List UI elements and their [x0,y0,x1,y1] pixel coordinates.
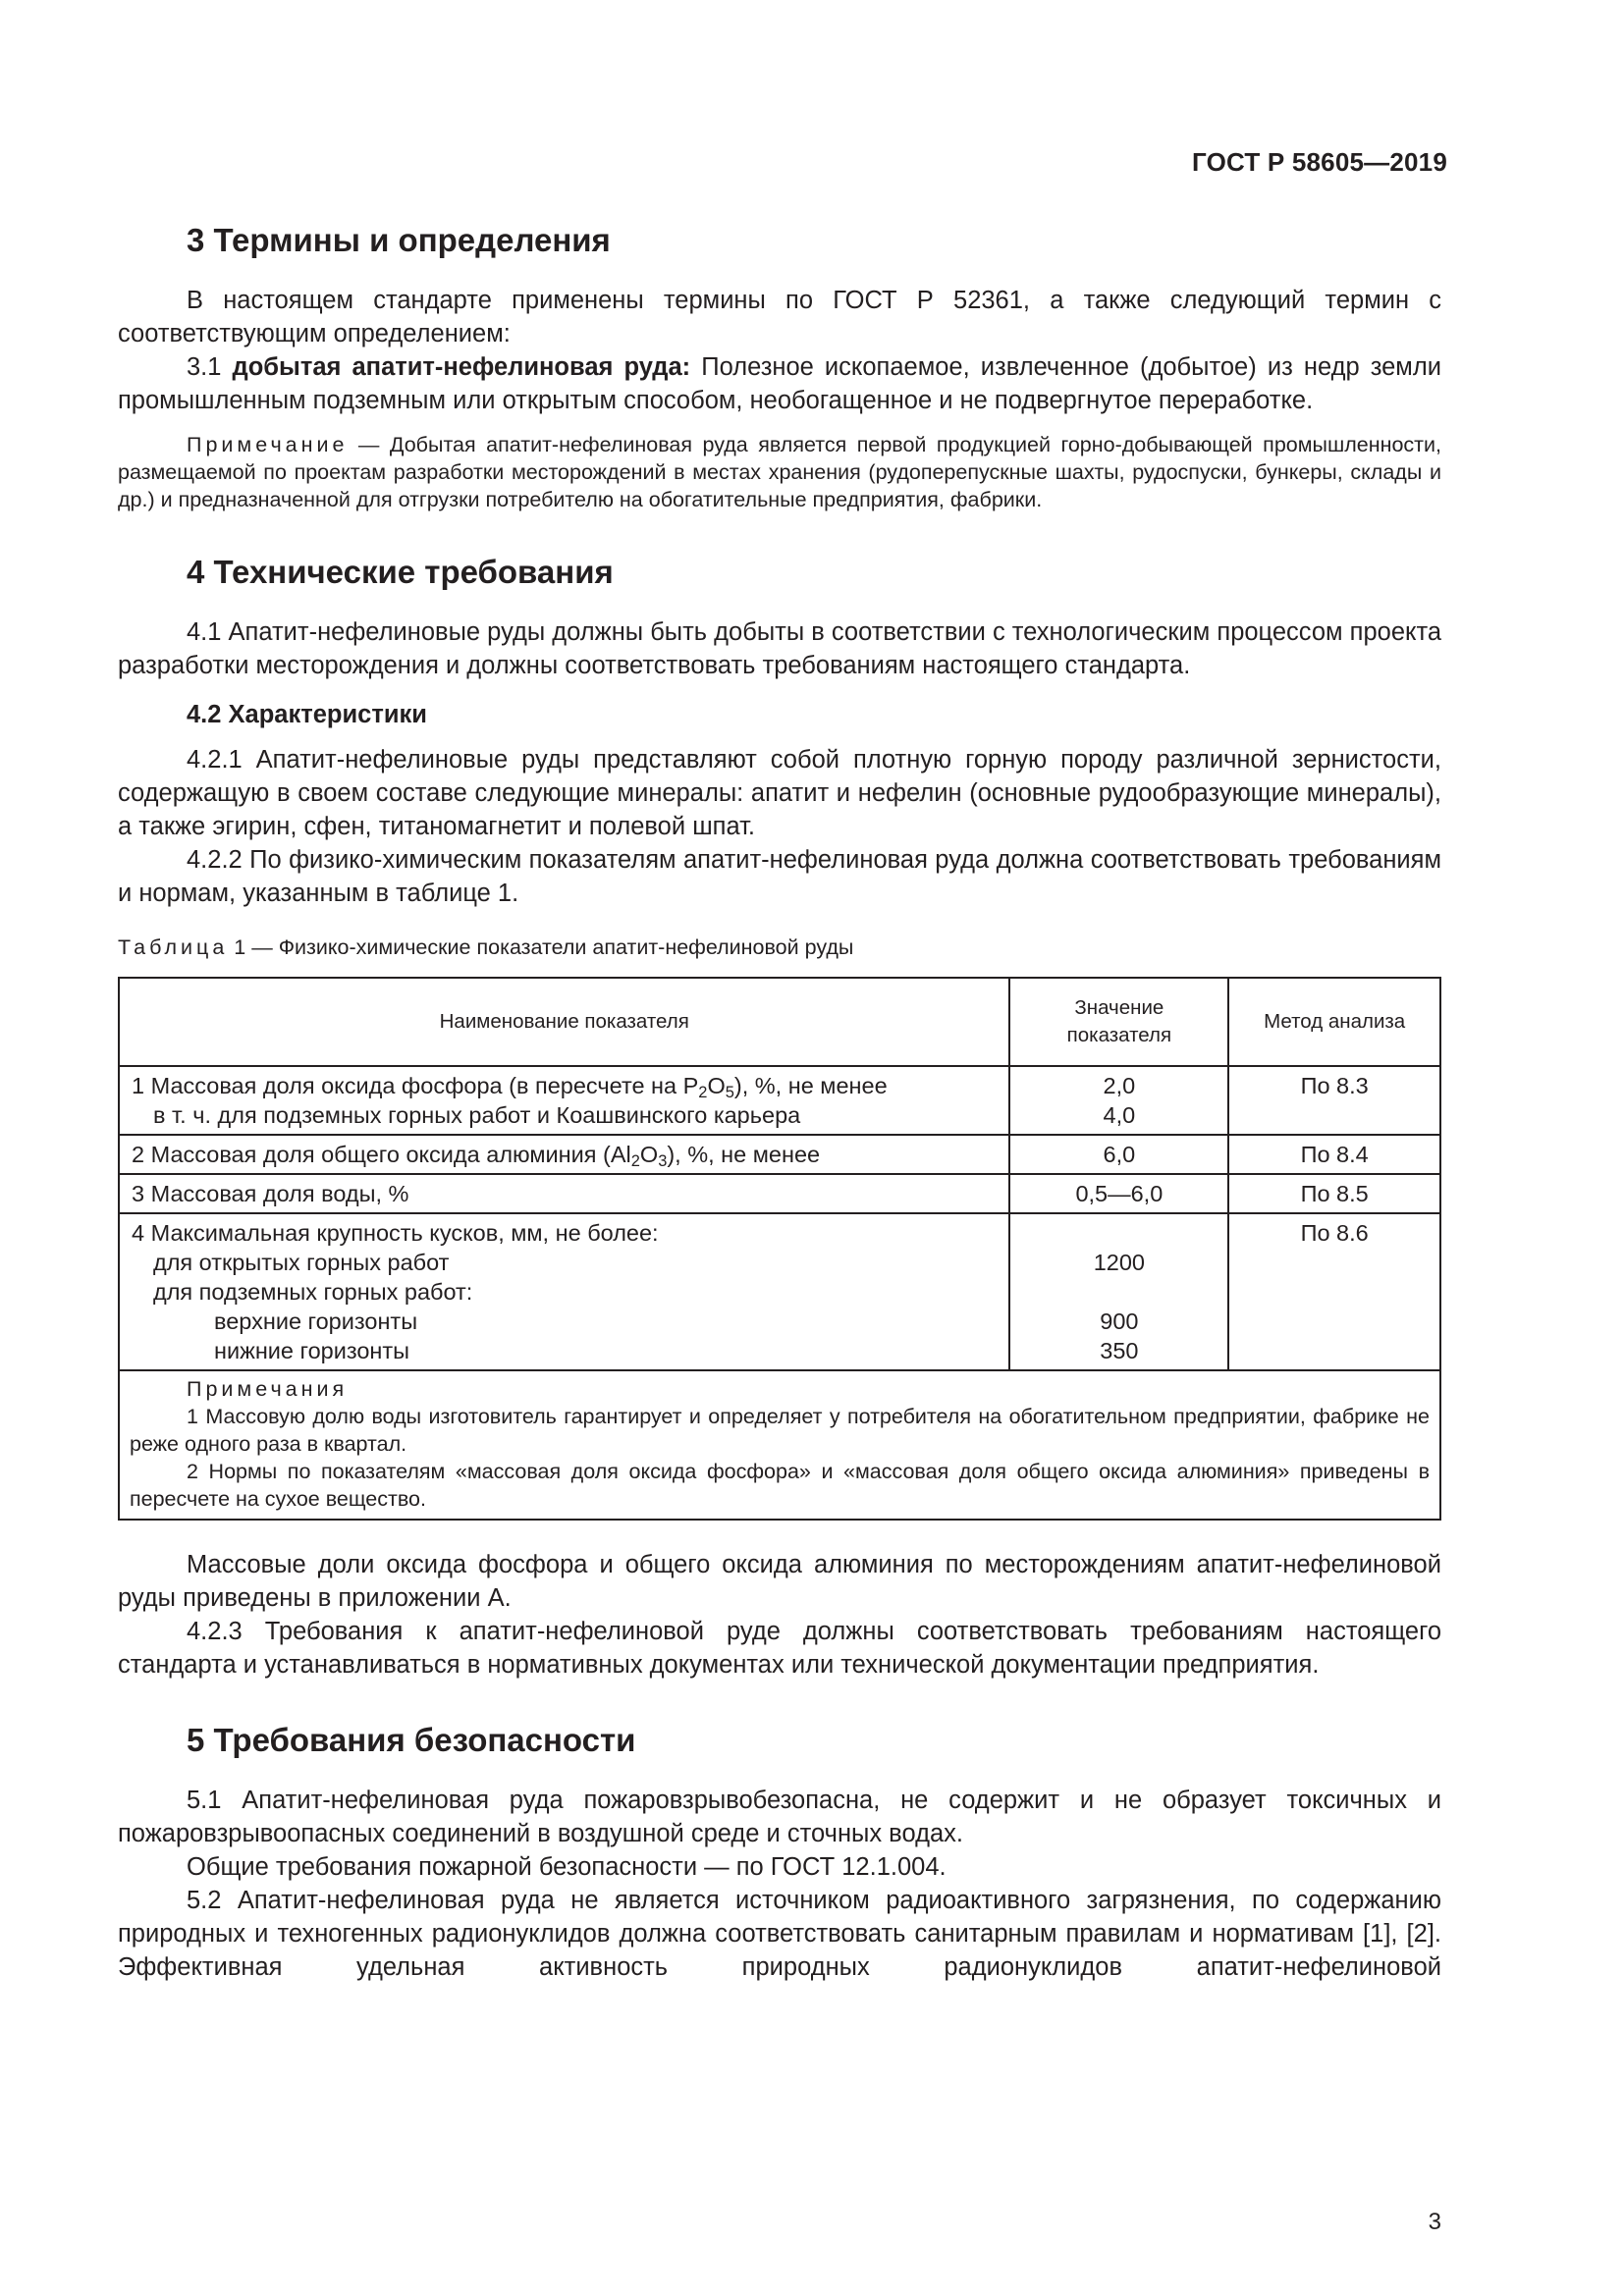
header-value-text: Значение показателя [1066,996,1172,1046]
table-note-2: 2 Нормы по показателям «массовая доля оксида фосфора» и «массовая доля общего оксида алюминия» приведены в пересчете на сухое вещество. [130,1460,1430,1511]
header-analysis-method: Метод анализа [1228,978,1440,1066]
row-3-value: 0,5—6,0 [1009,1174,1228,1213]
paragraph-fire-safety: Общие требования пожарной безопасности — по ГОСТ 12.1.004. [187,1853,947,1881]
term-number: 3.1 [187,353,233,381]
row-4-values [1009,1213,1228,1370]
paragraph-after-table: Массовые доли оксида фосфора и общего оксида алюминия по месторождениям апатит-нефелиновой руды приведены в приложении А. [118,1551,1441,1612]
section-3-note [118,431,1441,513]
page-content [118,221,1441,1984]
row-3-name: 3 Массовая доля воды, % [119,1174,1009,1213]
paragraph-4-2-2: 4.2.2 По физико-химическим показателям апатит-нефелиновая руда должна соответствовать требованиям и нормам, указанным в таблице 1. [118,846,1441,907]
row-4-line-1: 4 Максимальная крупность кусков, мм, не более: [132,1220,659,1246]
paragraph-4-2-1: 4.2.1 Апатит-нефелиновые руды представляют собой плотную горную породу различной зернистости, содержащую в своем составе следующие минералы: апатит и нефелин (основные рудообразующие минералы), а также эгирин, сфен, титаномагнетит и полевой шпат. [118,746,1441,840]
row-2-value: 6,0 [1009,1135,1228,1174]
row-3-method: По 8.5 [1228,1174,1440,1213]
table-header-row [119,978,1440,1066]
table-1-caption [118,934,1441,961]
paragraph-5-1: 5.1 Апатит-нефелиновая руда пожаровзрывобезопасна, не содержит и не образует токсичных и пожаровзрывоопасных соединений в воздушной среде и сточных водах. [118,1787,1441,1847]
row-4-line-5: нижние горизонты [214,1338,410,1363]
row-1-value-1: 2,0 [1103,1073,1136,1098]
table-notes-row [119,1370,1440,1520]
table-row [119,1174,1440,1213]
table-row [119,1213,1440,1370]
section-5-title: 5 Требования безопасности [187,1722,636,1758]
table-label: Таблица [118,935,229,959]
table-caption-text: 1 — Физико-химические показатели апатит-нефелиновой руды [228,935,854,959]
table-note-1: 1 Массовую долю воды изготовитель гарантирует и определяет у потребителя на обогатительном предприятии, фабрике не реже одного раза в квартал. [130,1405,1430,1456]
row-4-value-1: 1200 [1093,1250,1145,1275]
document-code-header: ГОСТ Р 58605—2019 [1192,147,1447,177]
table-1 [118,977,1441,1521]
row-4-value-2: 900 [1100,1308,1139,1334]
row-1-value-2: 4,0 [1103,1102,1136,1128]
row-4-line-2: для открытых горных работ [153,1250,450,1275]
row-2-name: 2 Массовая доля общего оксида алюминия $(Al_2O_3)$, %, не менее [119,1135,1009,1174]
paragraph-4-2-3: 4.2.3 Требования к апатит-нефелиновой руде должны соответствовать требованиям настоящего стандарта и устанавливаться в нормативных документах или технической документации предприятия. [118,1618,1441,1679]
row-4-line-3: для подземных горных работ: [153,1279,473,1305]
row-4-value-3: 350 [1100,1338,1139,1363]
header-indicator-name: Наименование показателя [119,978,1009,1066]
row-1-line-1: 1 Массовая доля оксида фосфора (в пересчете на $P_2O_5$), %, не менее [132,1073,888,1101]
header-indicator-value [1009,978,1228,1066]
paragraph-4-1: 4.1 Апатит-нефелиновые руды должны быть добыты в соответствии с технологическим процессом проекта разработки месторождения и должны соответствовать требованиям настоящего стандарта. [118,618,1442,679]
table-row [119,1066,1440,1135]
term-definition: Полезное ископаемое, извлеченное (добытое) из недр земли промышленным подземным или открытым способом, необогащенное и не подвергнутое переработке. [118,353,1441,414]
row-1-line-2: в т. ч. для подземных горных работ и Коашвинского карьера [153,1102,801,1128]
row-4-method: По 8.6 [1228,1213,1440,1370]
table-notes-label: Примечания [187,1377,349,1401]
term-3-1 [118,350,1441,417]
row-4-line-4: верхние горизонты [214,1308,418,1334]
table-notes [119,1370,1440,1520]
section-3-intro: В настоящем стандарте применены термины по ГОСТ Р 52361, а также следующий термин с соответствующим определением: [118,287,1441,347]
row-1-method: По 8.3 [1228,1066,1440,1135]
row-2-method: По 8.4 [1228,1135,1440,1174]
note-text: — Добытая апатит-нефелиновая руда является первой продукцией горно-добывающей промышленности, размещаемой по проектам разработки месторождений в местах хранения (рудоперепускные шахты, рудоспуски, бункеры, склады и др.) и предназначенной для отгрузки потребителю на обогатительные предприятия, фабрики. [118,433,1441,511]
row-4-name [119,1213,1009,1370]
section-3-title: 3 Термины и определения [187,222,611,258]
paragraph-5-2: 5.2 Апатит-нефелиновая руда не является источником радиоактивного загрязнения, по содержанию природных и техногенных радионуклидов должна соответствовать санитарным правилам и нормативам [1], [2]. Эффективная удельная активность природных радионуклидов апатит-нефелиновой [118,1887,1441,1981]
term-name: добытая апатит-нефелиновая руда: [232,353,691,381]
table-row [119,1135,1440,1174]
subsection-4-2-title: 4.2 Характеристики [187,701,427,728]
row-1-name [119,1066,1009,1135]
row-1-values [1009,1066,1228,1135]
page-number: 3 [1428,2209,1441,2235]
section-4-title: 4 Технические требования [187,554,614,590]
note-label: Примечание [187,433,349,456]
